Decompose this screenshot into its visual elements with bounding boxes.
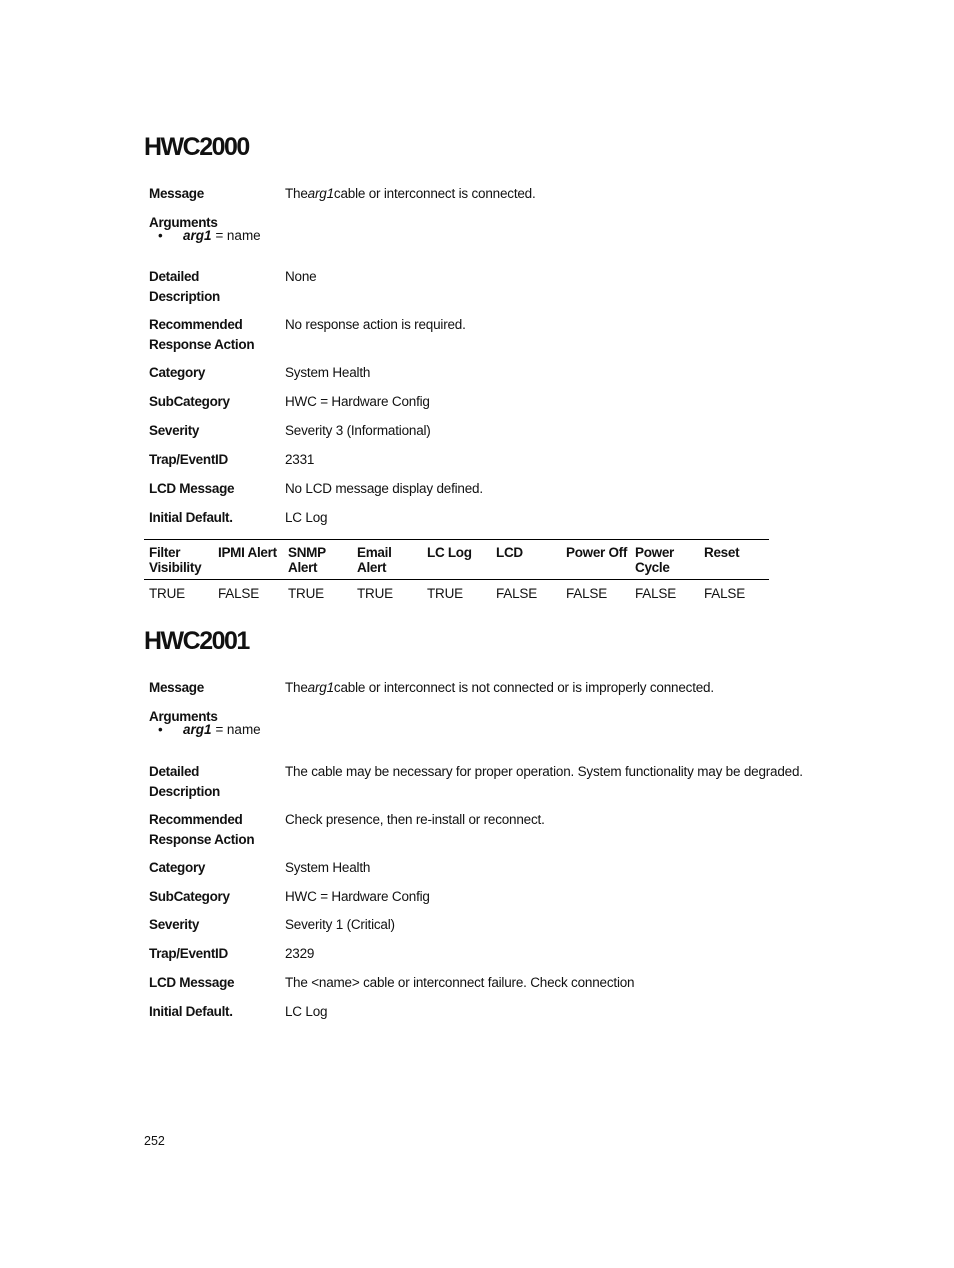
cell-lc-log: TRUE (427, 586, 463, 601)
bullet-icon: • (158, 228, 163, 243)
header-lc-log: LC Log (427, 545, 472, 560)
cell-reset: FALSE (704, 586, 746, 601)
detailed-description-label: Detailed Description (149, 764, 220, 799)
cell-lcd: FALSE (496, 586, 538, 601)
cell-snmp-alert: TRUE (288, 586, 324, 601)
cell-filter-visibility: TRUE (149, 586, 185, 601)
arguments-label: Arguments (149, 215, 218, 230)
subcategory-value: HWC = Hardware Config (285, 394, 430, 409)
cell-power-cycle: FALSE (635, 586, 677, 601)
table-header-rule (144, 579, 769, 580)
header-filter-visibility: Filter Visibility (149, 545, 202, 575)
recommended-action-value: No response action is required. (285, 317, 466, 332)
header-power-off: Power Off (566, 545, 628, 560)
detailed-description-label: Detailed Description (149, 269, 220, 304)
argument-item: arg1 = name (183, 722, 261, 737)
bullet-icon: • (158, 722, 163, 737)
recommended-action-label: Recommended Response Action (149, 812, 255, 847)
page-number: 252 (144, 1134, 165, 1148)
lcd-message-label: LCD Message (149, 975, 235, 990)
subcategory-label: SubCategory (149, 394, 230, 409)
header-email-alert: Email Alert (357, 545, 392, 575)
cell-power-off: FALSE (566, 586, 608, 601)
lcd-message-value: The <name> cable or interconnect failure. Check connection (285, 975, 635, 990)
severity-value: Severity 3 (Informational) (285, 423, 431, 438)
initial-default-value: LC Log (285, 510, 328, 525)
table-top-rule (144, 539, 769, 540)
trap-event-label: Trap/EventID (149, 946, 228, 961)
category-value: System Health (285, 365, 371, 380)
section-title-hwc2001: HWC2001 (144, 627, 249, 655)
category-label: Category (149, 365, 206, 380)
trap-event-label: Trap/EventID (149, 452, 228, 467)
severity-label: Severity (149, 423, 200, 438)
message-value: Thearg1cable or interconnect is connected. (285, 186, 536, 201)
section-title-hwc2000: HWC2000 (144, 133, 249, 161)
severity-value: Severity 1 (Critical) (285, 917, 395, 932)
initial-default-value: LC Log (285, 1004, 328, 1019)
initial-default-label: Initial Default. (149, 510, 233, 525)
header-reset: Reset (704, 545, 740, 560)
lcd-message-label: LCD Message (149, 481, 235, 496)
cell-email-alert: TRUE (357, 586, 393, 601)
lcd-message-value: No LCD message display defined. (285, 481, 483, 496)
arguments-label: Arguments (149, 709, 218, 724)
category-value: System Health (285, 860, 371, 875)
trap-event-value: 2329 (285, 946, 315, 961)
header-ipmi-alert: IPMI Alert (218, 545, 277, 560)
message-label: Message (149, 186, 204, 201)
header-power-cycle: Power Cycle (635, 545, 675, 575)
trap-event-value: 2331 (285, 452, 315, 467)
subcategory-value: HWC = Hardware Config (285, 889, 430, 904)
subcategory-label: SubCategory (149, 889, 230, 904)
message-value: Thearg1cable or interconnect is not connected or is improperly connected. (285, 680, 714, 695)
recommended-action-label: Recommended Response Action (149, 317, 255, 352)
message-label: Message (149, 680, 204, 695)
cell-ipmi-alert: FALSE (218, 586, 260, 601)
initial-default-label: Initial Default. (149, 1004, 233, 1019)
argument-item: arg1 = name (183, 228, 261, 243)
header-snmp-alert: SNMP Alert (288, 545, 326, 575)
detailed-description-value: None (285, 269, 317, 284)
header-lcd: LCD (496, 545, 523, 560)
recommended-action-value: Check presence, then re-install or reconnect. (285, 812, 545, 827)
detailed-description-value: The cable may be necessary for proper operation. System functionality may be degraded. (285, 764, 803, 779)
category-label: Category (149, 860, 206, 875)
severity-label: Severity (149, 917, 200, 932)
